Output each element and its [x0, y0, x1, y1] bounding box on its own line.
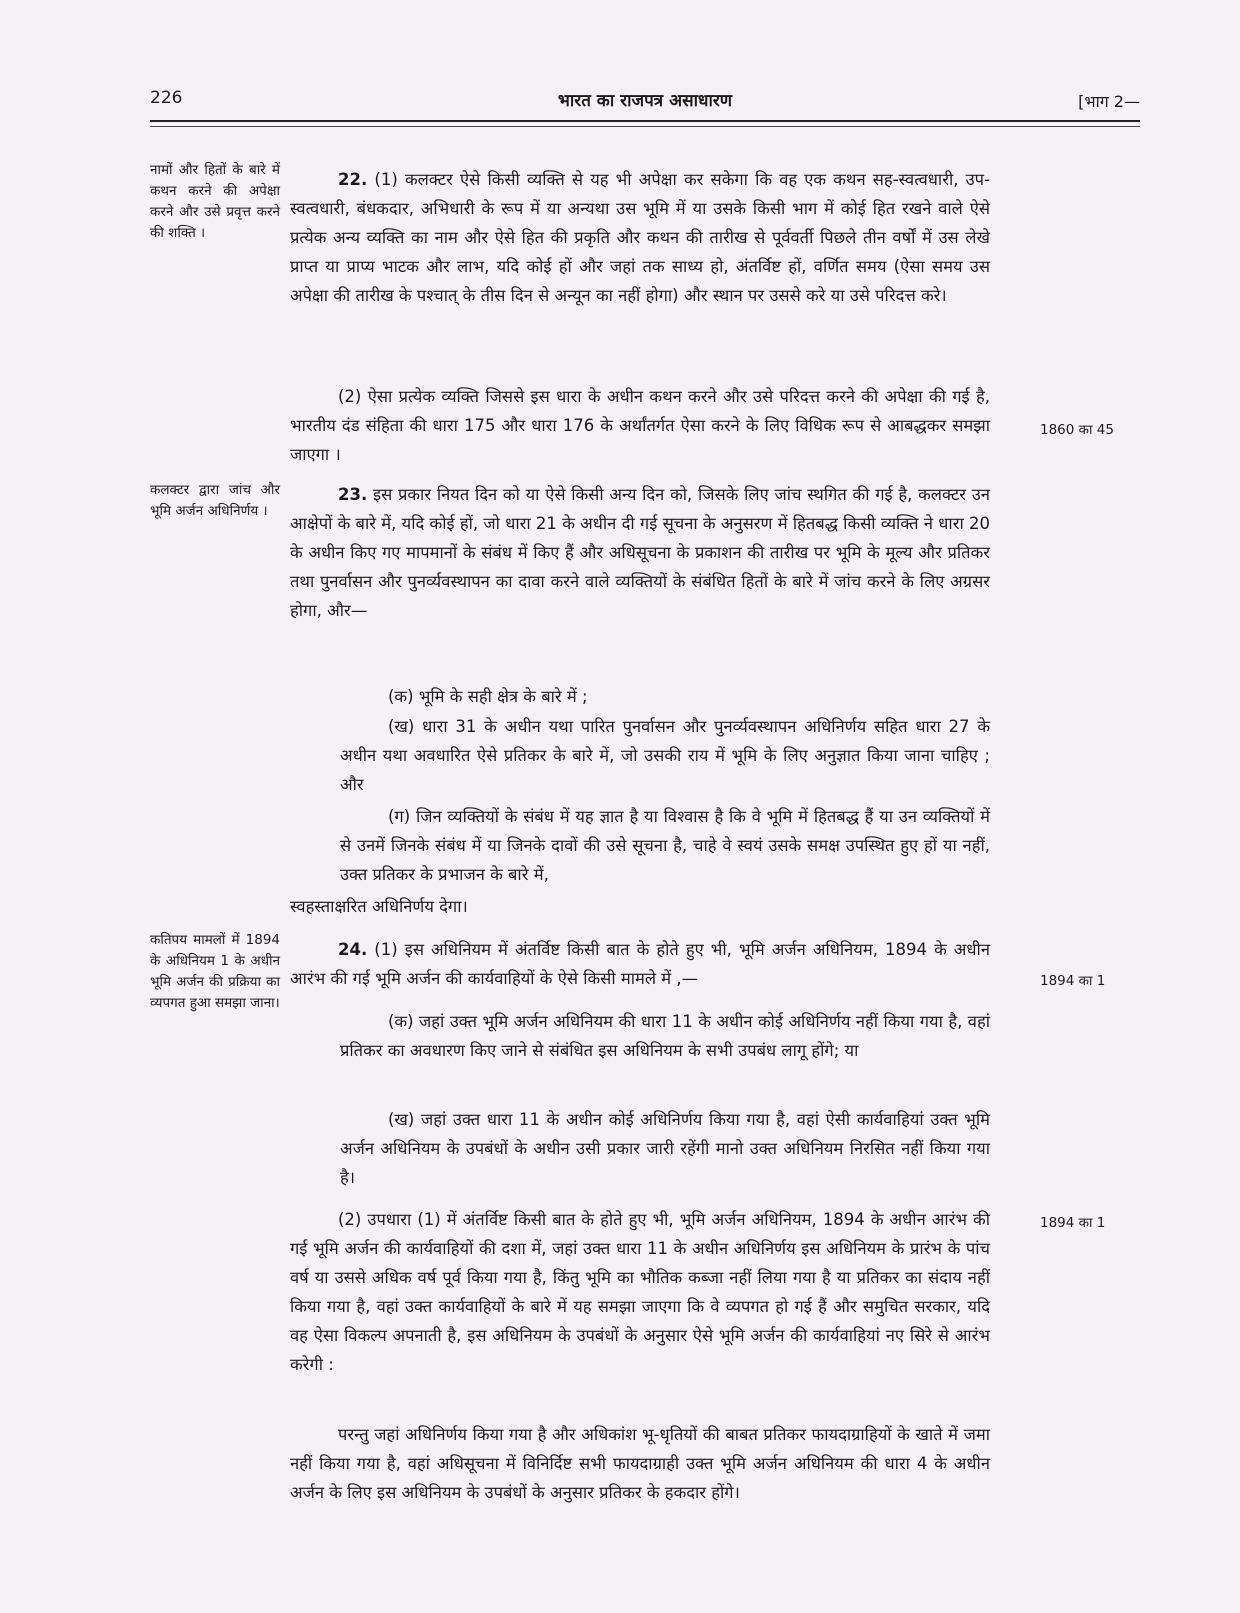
section-23-ga-text: (ग) जिन व्यक्तियों के संबंध में यह ज्ञात है या विश्वास है कि वे भूमि में हितबद्ध हैं या उन व्यक्तियों में से उनमें जिनके संबंध में या जिनके दावों की उसे सूचना है, चाहे वे स्वयं उसके समक्ष उपस्थित हुए हों या नहीं, उक्त प्रतिकर के प्रभाजन के बारे में, [340, 807, 990, 884]
section-23-clause-ga [340, 802, 990, 889]
page-header [150, 88, 1140, 118]
section-24-kha-text: (ख) जहां उक्त धारा 11 के अधीन कोई अधिनिर्णय किया गया है, वहां ऐसी कार्यवाहियां उक्त भूमि अर्जन अधिनियम के उपबंधों के अधीन उसी प्रकार जारी रहेंगी मानो उक्त अधिनियम निरसित नहीं किया गया है। [340, 1110, 990, 1187]
section-22-text-1: (1) कलक्टर ऐसे किसी व्यक्ति से यह भी अपेक्षा कर सकेगा कि वह एक कथन सह-स्वत्वधारी, उप-स्वत्वधारी, बंधकदार, अभिधारी के रूप में या अन्यथा उस भूमि में या उसके किसी भाग में कोई हित रखने वाले ऐसे प्रत्येक अन्य व्यक्ति का नाम और ऐसे हित की प्रकृति और कथन की तारीख से पूर्ववर्ती पिछले तीन वर्षों में उस लेखे प्राप्त या प्राप्य भाटक और लाभ, यदि कोई हों और जहां तक साध्य हो, अंतर्विष्ट हों, वर्णित समय (ऐसा समय उस अपेक्षा की तारीख के पश्चात् के तीस दिन से अन्यून का नहीं होगा) और स्थान पर उससे करे या उसे परिदत्त करे। [290, 170, 990, 305]
margin-note-section-22: नामों और हितों के बारे में कथन करने की अपेक्षा करने और उसे प्रवृत्त करने की शक्ति । [150, 162, 280, 241]
section-24-clause-kha [340, 1105, 990, 1192]
section-23-clause-kha [340, 712, 990, 799]
gazette-title: भारत का राजपत्र असाधारण [557, 91, 733, 111]
side-ref-1894-a: 1894 का 1 [1040, 973, 1106, 989]
side-ref-ipc: 1860 का 45 [1040, 422, 1114, 438]
section-24-proviso-text: परन्तु जहां अधिनिर्णय किया गया है और अधिकांश भू-धृतियों की बाबत प्रतिकर फायदाग्राहियों के खाते में जमा नहीं किया गया है, वहां अधिसूचना में विनिर्दिष्ट सभी फायदाग्राही उक्त भूमि अर्जन अधिनियम की धारा 4 के अधीन अर्जन के लिए इस अधिनियम के उपबंधों के अनुसार प्रतिकर के हकदार होंगे। [290, 1425, 990, 1502]
section-23-kha-text: (ख) धारा 31 के अधीन यथा पारित पुनर्वासन और पुनर्व्यवस्थापन अधिनिर्णय सहित धारा 27 के अधीन यथा अवधारित ऐसे प्रतिकर के बारे में, जो उसकी राय में भूमि के लिए अनुज्ञात किया जाना चाहिए ; और [340, 717, 990, 794]
section-24-text-2: (2) उपधारा (1) में अंतर्विष्ट किसी बात के होते हुए भी, भूमि अर्जन अधिनियम, 1894 के अधीन आरंभ की गई भूमि अर्जन की कार्यवाहियों की दशा में, जहां उक्त धारा 11 के अधीन अधिनिर्णय इस अधिनियम के प्रारंभ के पांच वर्ष या उससे अधिक वर्ष पूर्व किया गया है, किंतु भूमि का भौतिक कब्जा नहीं लिया गया है या प्रतिकर का संदाय नहीं किया गया है, वहां उक्त कार्यवाहियों के बारे में यह समझा जाएगा कि वे व्यपगत हो गई हैं और समुचित सरकार, यदि वह ऐसा विकल्प अपनाती है, इस अधिनियम के उपबंधों के अनुसार ऐसे भूमि अर्जन की कार्यवाहियां नए सिरे से आरंभ करेगी : [290, 1210, 990, 1374]
section-22-para-1 [290, 165, 990, 310]
section-24-proviso [290, 1420, 990, 1507]
section-22-para-2 [290, 382, 990, 469]
section-24-para-1 [290, 935, 990, 993]
section-23-clause-ka [340, 682, 990, 711]
section-23-number: 23. [338, 485, 368, 504]
section-24-clause-ka [340, 1007, 990, 1065]
section-23-text-1: इस प्रकार नियत दिन को या ऐसे किसी अन्य दिन को, जिसके लिए जांच स्थगित की गई है, कलक्टर उन आक्षेपों के बारे में, यदि कोई हों, जो धारा 21 के अधीन दी गई सूचना के अनुसरण में हितबद्ध किसी व्यक्ति ने धारा 20 के अधीन किए गए मापमानों के संबंध में किए हैं और अधिसूचना के प्रकाशन की तारीख पर भूमि के मूल्य और प्रतिकर तथा पुनर्वासन और पुनर्व्यवस्थापन का दावा करने वाले व्यक्तियों के संबंधित हितों के बारे में जांच करने के लिए अग्रसर होगा, और— [290, 485, 990, 620]
section-22-number: 22. [338, 170, 368, 189]
header-rule-thick [150, 120, 1140, 122]
section-23-para-1 [290, 480, 990, 625]
margin-note-section-23: कलक्टर द्वारा जांच और भूमि अर्जन अधिनिर्णय । [150, 482, 280, 519]
section-23-end-text: स्वहस्ताक्षरित अधिनिर्णय देगा। [290, 897, 468, 916]
margin-note-section-24: कतिपय मामलों में 1894 के अधिनियम 1 के अधीन भूमि अर्जन की प्रक्रिया का व्यपगत हुआ समझा जाना। [150, 932, 280, 1011]
side-ref-1894-b: 1894 का 1 [1040, 1215, 1106, 1231]
section-22-text-2: (2) ऐसा प्रत्येक व्यक्ति जिससे इस धारा के अधीन कथन करने और उसे परिदत्त करने की अपेक्षा की गई है, भारतीय दंड संहिता की धारा 175 और धारा 176 के अर्थांतर्गत ऐसा करने के लिए विधिक रूप से आबद्धकर समझा जाएगा । [290, 387, 990, 464]
section-24-text-1: (1) इस अधिनियम में अंतर्विष्ट किसी बात के होते हुए भी, भूमि अर्जन अधिनियम, 1894 के अधीन आरंभ की गई भूमि अर्जन की कार्यवाहियों के ऐसे किसी मामले में ,— [290, 940, 990, 988]
part-label: [भाग 2— [1078, 92, 1140, 111]
header-rule-thin [150, 126, 1140, 127]
section-24-para-2 [290, 1205, 990, 1379]
page-number: 226 [150, 88, 183, 108]
section-23-ending [290, 892, 990, 921]
section-24-ka-text: (क) जहां उक्त भूमि अर्जन अधिनियम की धारा 11 के अधीन कोई अधिनिर्णय नहीं किया गया है, वहां प्रतिकर का अवधारण किए जाने से संबंधित इस अधिनियम के सभी उपबंध लागू होंगे; या [340, 1012, 990, 1060]
section-24-number: 24. [338, 940, 368, 959]
section-23-ka-text: (क) भूमि के सही क्षेत्र के बारे में ; [388, 687, 588, 706]
